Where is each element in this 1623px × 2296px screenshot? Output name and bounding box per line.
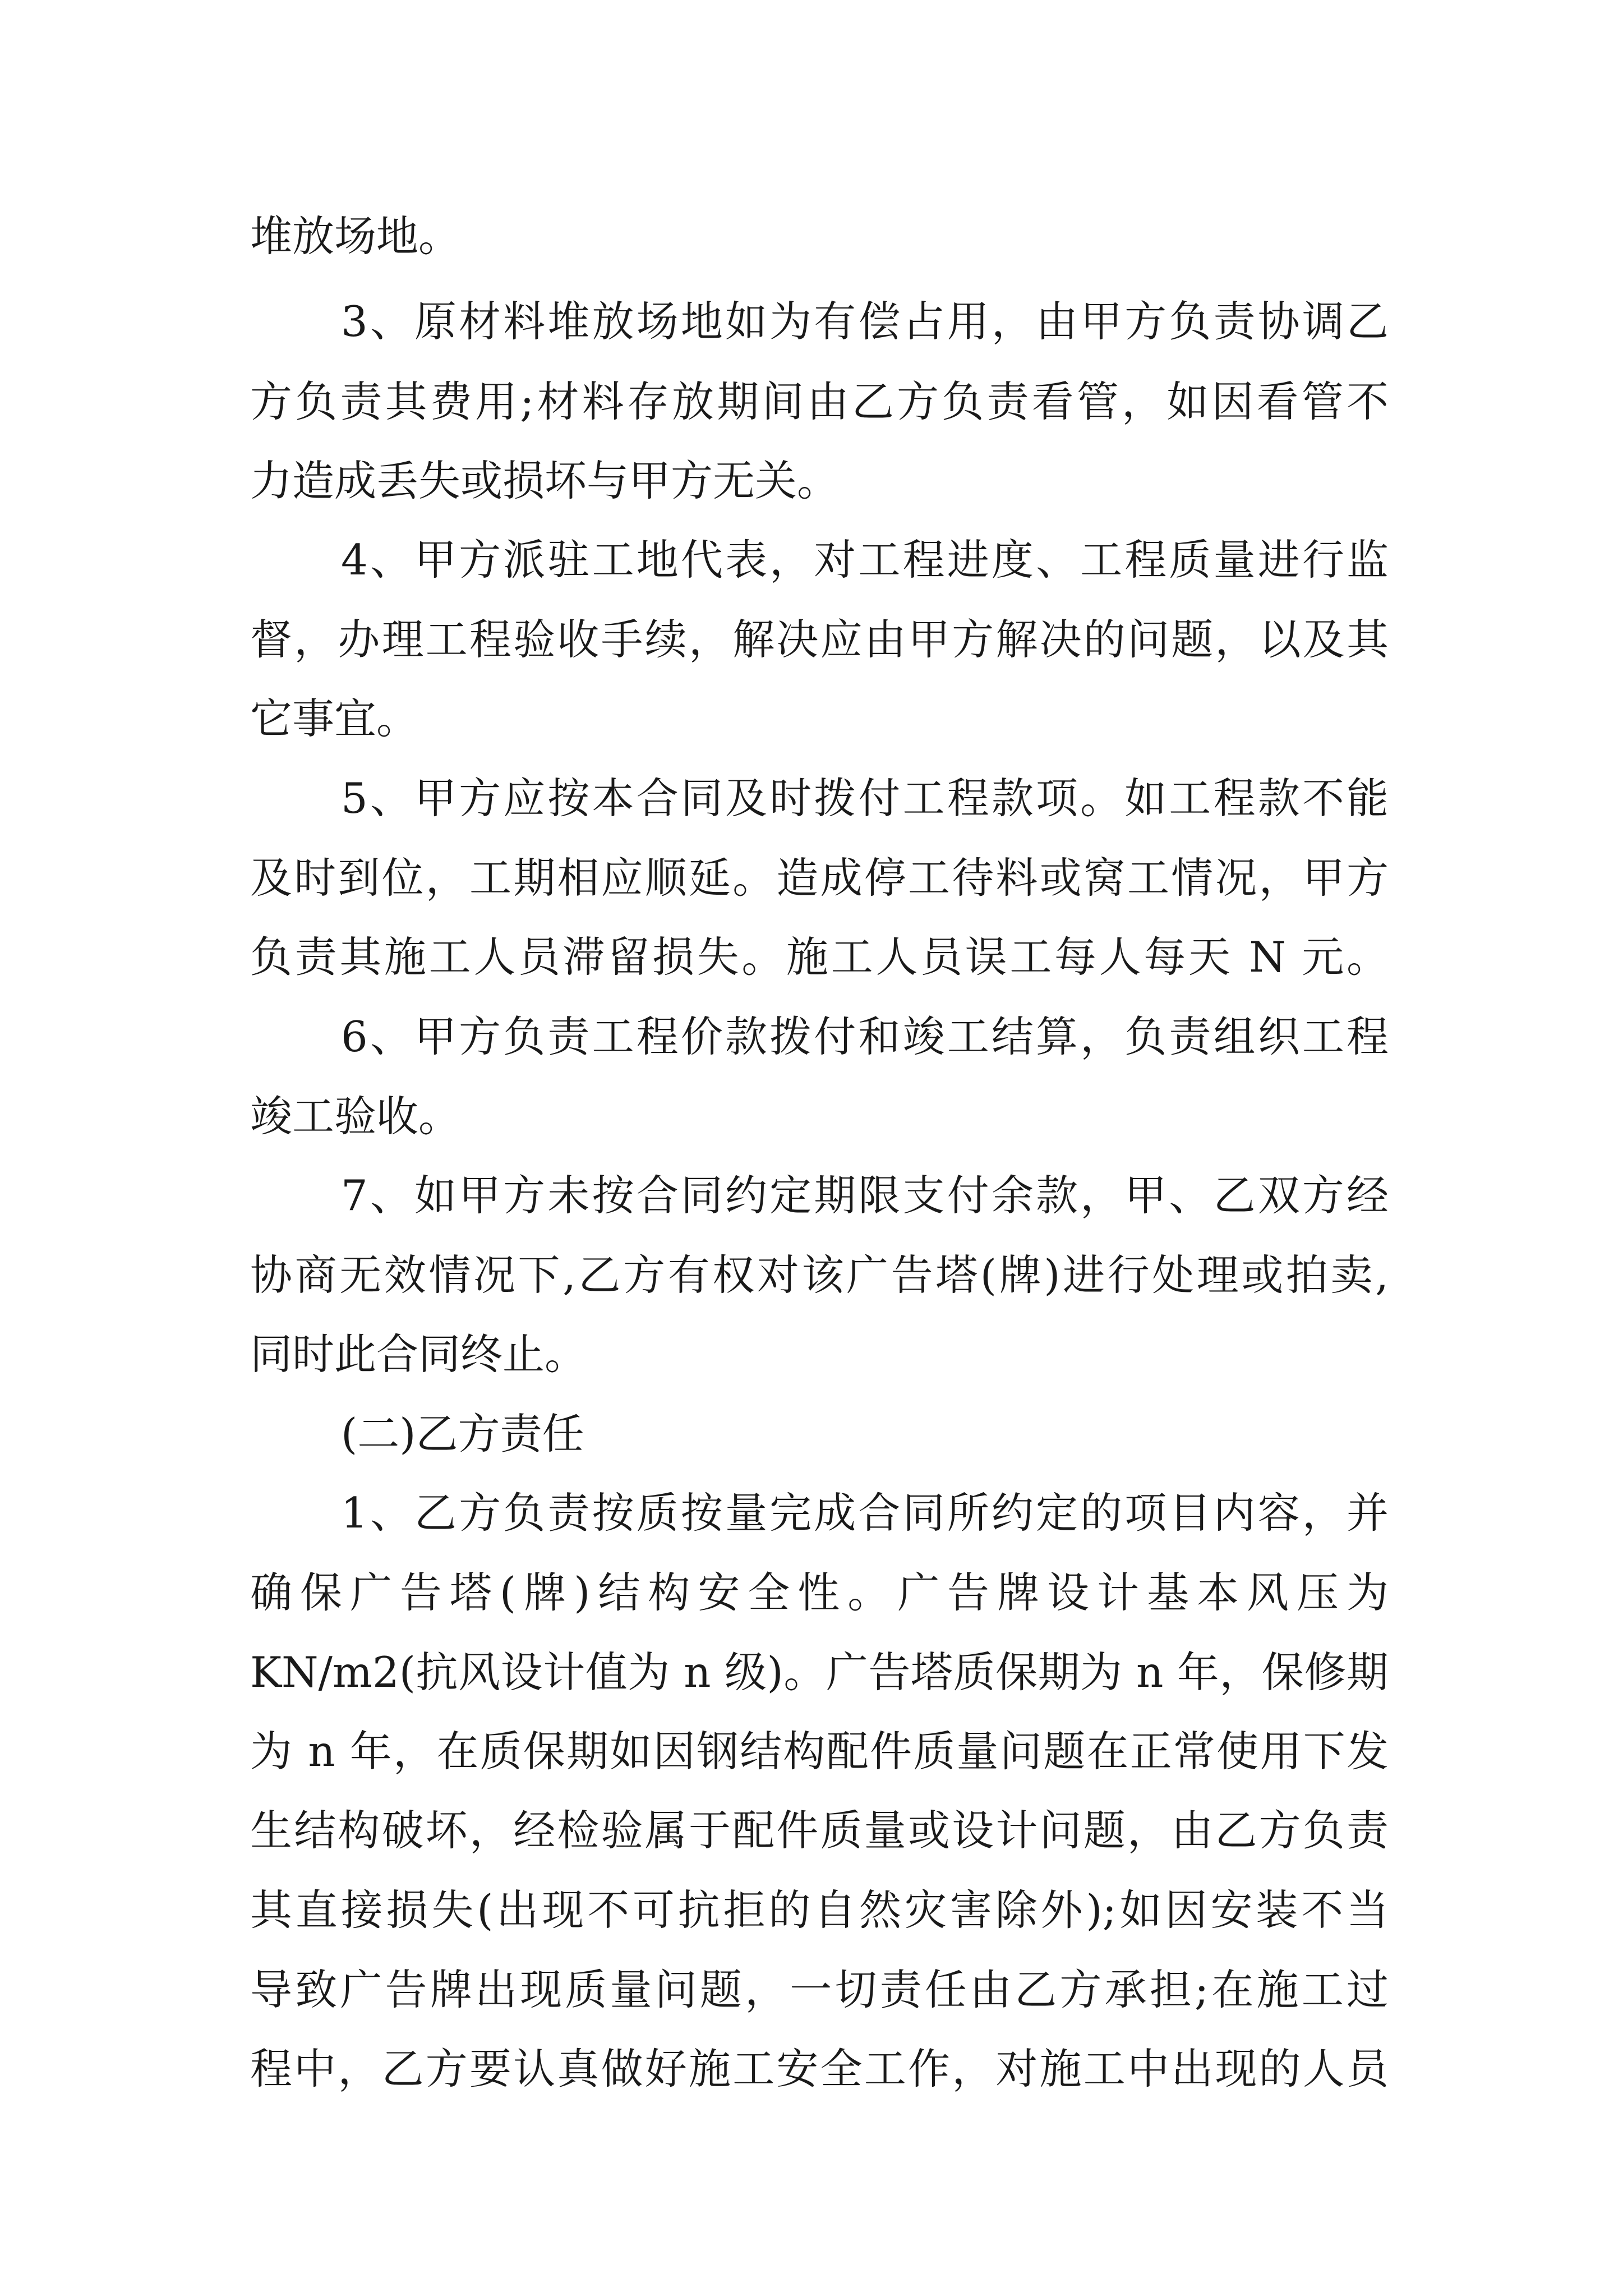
text-line: 协商无效情况下,乙方有权对该广告塔(牌)进行处理或拍卖,	[250, 1250, 1389, 1300]
text-line: 竣工验收。	[250, 1092, 461, 1141]
text-line: 负责其施工人员滞留损失。施工人员误工每人每天 N 元。	[250, 932, 1389, 982]
text-line: 确保广告塔(牌)结构安全性。广告牌设计基本风压为	[250, 1568, 1389, 1617]
text-line: 堆放场地。	[250, 211, 461, 261]
text-line: 3、原材料堆放场地如为有偿占用，由甲方负责协调乙	[341, 297, 1389, 346]
section-heading: (二)乙方责任	[341, 1409, 584, 1458]
text-line: 及时到位，工期相应顺延。造成停工待料或窝工情况，甲方	[250, 853, 1389, 903]
text-line: KN/m2(抗风设计值为 n 级)。广告塔质保期为 n 年，保修期	[250, 1648, 1389, 1697]
text-line: 程中，乙方要认真做好施工安全工作，对施工中出现的人员	[250, 2044, 1389, 2093]
text-line: 为 n 年，在质保期如因钢结构配件质量问题在正常使用下发	[250, 1727, 1389, 1776]
text-line: 1、乙方负责按质按量完成合同所约定的项目内容，并	[341, 1488, 1389, 1538]
text-line: 其直接损失(出现不可抗拒的自然灾害除外);如因安装不当	[250, 1885, 1389, 1935]
text-line: 4、甲方派驻工地代表，对工程进度、工程质量进行监	[341, 535, 1389, 585]
text-line: 7、如甲方未按合同约定期限支付余款，甲、乙双方经	[341, 1171, 1389, 1220]
text-line: 它事宜。	[250, 694, 419, 743]
text-line: 督，办理工程验收手续，解决应由甲方解决的问题，以及其	[250, 615, 1389, 664]
text-line: 5、甲方应按本合同及时拨付工程款项。如工程款不能	[341, 774, 1389, 823]
text-line: 生结构破坏，经检验属于配件质量或设计问题，由乙方负责	[250, 1806, 1389, 1855]
text-line: 力造成丢失或损坏与甲方无关。	[250, 456, 840, 505]
text-line: 6、甲方负责工程价款拨付和竣工结算，负责组织工程	[341, 1012, 1389, 1061]
text-line: 同时此合同终止。	[250, 1329, 587, 1379]
text-line: 方负责其费用;材料存放期间由乙方负责看管，如因看管不	[250, 377, 1389, 426]
text-line: 导致广告牌出现质量问题，一切责任由乙方承担;在施工过	[250, 1965, 1389, 2014]
